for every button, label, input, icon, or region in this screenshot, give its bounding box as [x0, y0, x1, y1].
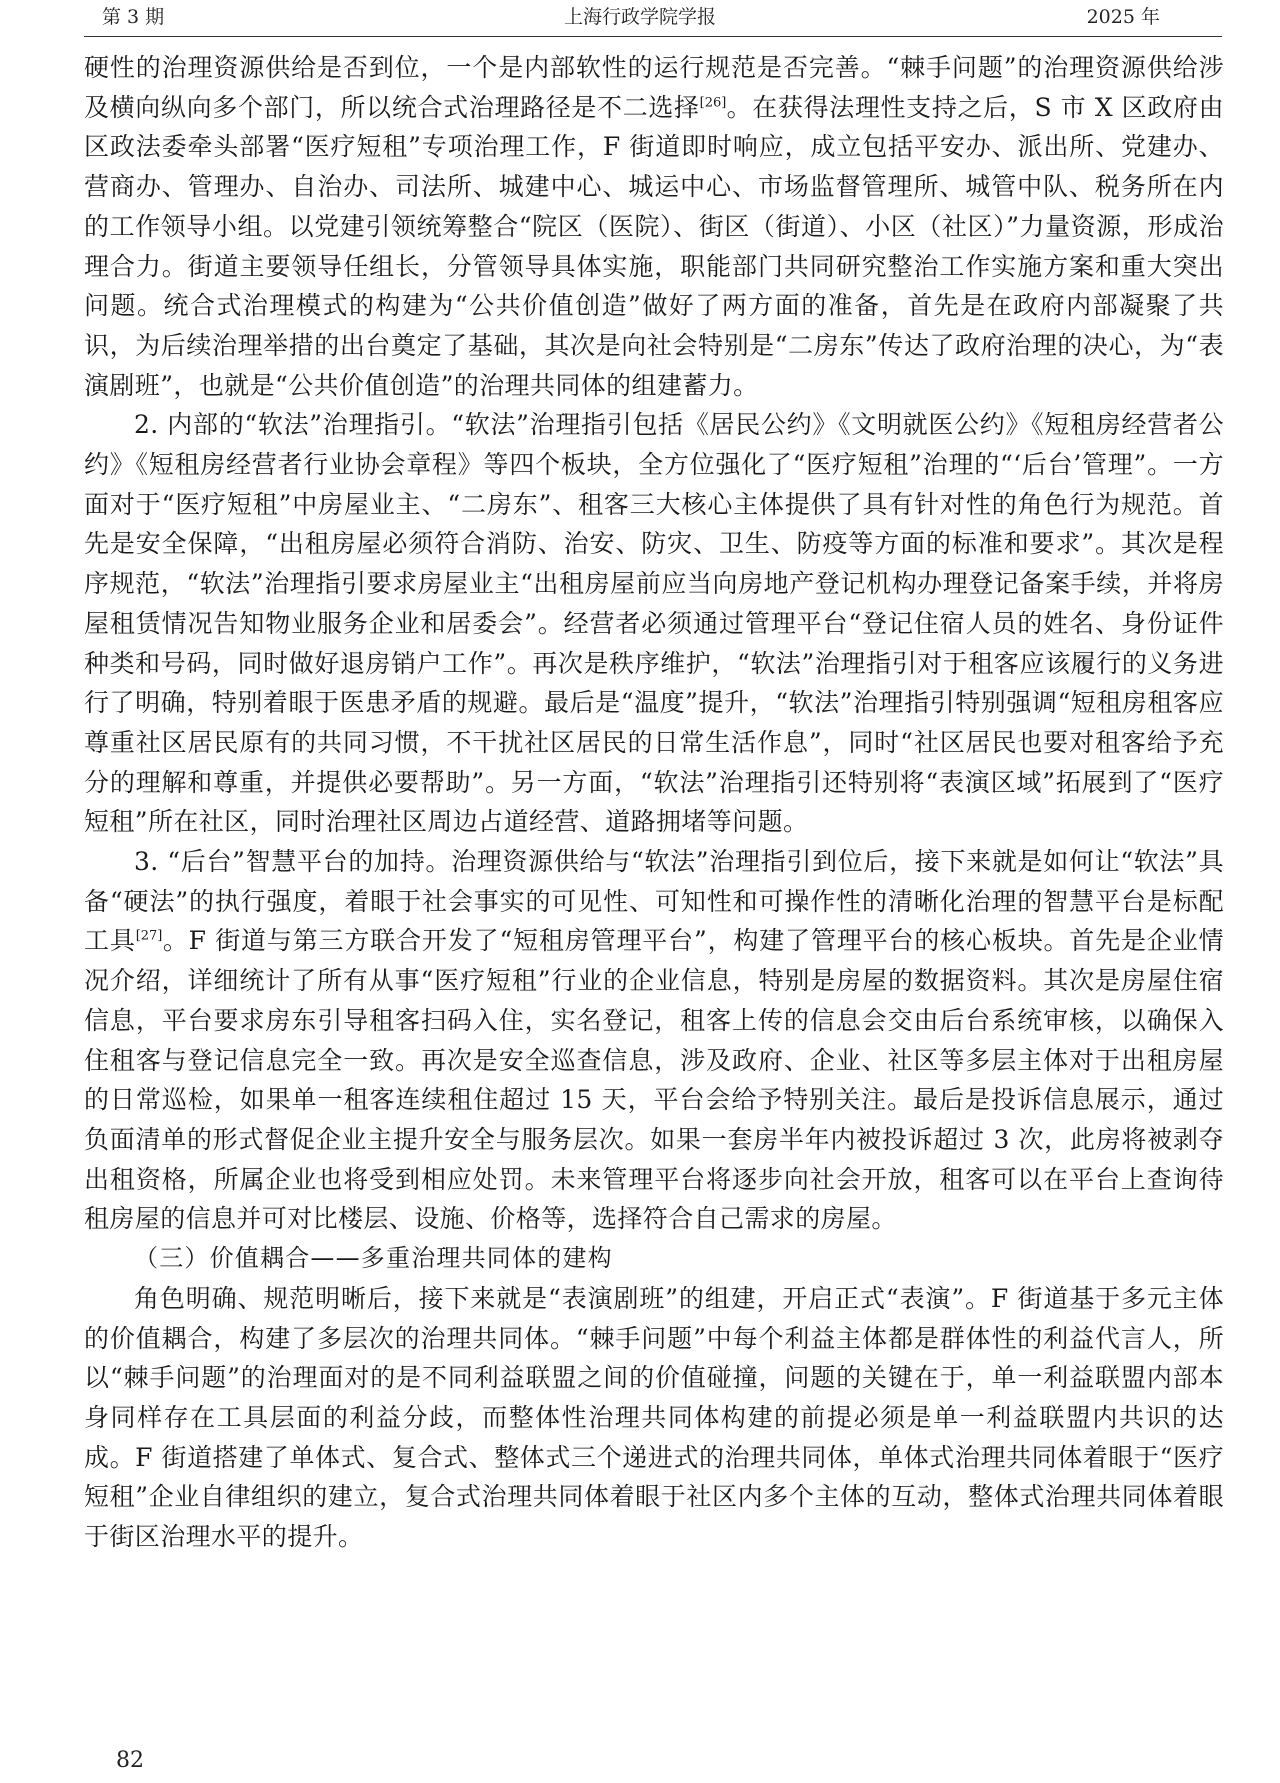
paragraph-value-coupling [84, 1279, 1224, 1557]
page-number: 82 [116, 1748, 144, 1773]
running-header [84, 2, 1196, 32]
paragraph-text: 3. “后台”智慧平台的加持。治理资源供给与“软法”治理指引到位后，接下来就是如何让“软法”具备“硬法”的执行强度，着眼于社会事实的可见性、可知性和可操作性的清晰化治理的智慧平台是标配工具 [84, 847, 1224, 956]
issue-number: 第 3 期 [102, 6, 165, 28]
paragraph-smart-platform [84, 842, 1224, 1239]
header-divider [84, 36, 1222, 37]
citation-26: [26] [699, 95, 727, 111]
paragraph-text: 角色明确、规范明晰后，接下来就是“表演剧班”的组建，开启正式“表演”。F 街道基于多元主体的价值耦合，构建了多层次的治理共同体。“棘手问题”中每个利益主体都是群体性的利益代言人，所以“棘手问题”的治理面对的是不同利益联盟之间的价值碰撞，问题的关键在于，单一利益联盟内部本身同样存在工具层面的利益分歧，而整体性治理共同体构建的前提必须是单一利益联盟内共识的达成。F 街道搭建了单体式、复合式、整体式三个递进式的治理共同体，单体式治理共同体着眼于“医疗短租”企业自律组织的建立，复合式治理共同体着眼于社区内多个主体的互动，整体式治理共同体着眼于街区治理水平的提升。 [84, 1283, 1224, 1552]
article-body [84, 48, 1224, 1557]
paragraph-text: 2. 内部的“软法”治理指引。“软法”治理指引包括《居民公约》《文明就医公约》《短租房经营者公约》《短租房经营者行业协会章程》等四个板块，全方位强化了“医疗短租”治理的“‘后台’管理”。一方面对于“医疗短租”中房屋业主、“二房东”、租客三大核心主体提供了具有针对性的角色行为规范。首先是安全保障，“出租房屋必须符合消防、治安、防灾、卫生、防疫等方面的标准和要求”。其次是程序规范，“软法”治理指引要求房屋业主“出租房屋前应当向房地产登记机构办理登记备案手续，并将房屋租赁情况告知物业服务企业和居委会”。经营者必须通过管理平台“登记住宿人员的姓名、身份证件种类和号码，同时做好退房销户工作”。再次是秩序维护，“软法”治理指引对于租客应该履行的义务进行了明确，特别着眼于医患矛盾的规避。最后是“温度”提升，“软法”治理指引特别强调“短租房租客应尊重社区居民原有的共同习惯，不干扰社区居民的日常生活作息”，同时“社区居民也要对租客给予充分的理解和尊重，并提供必要帮助”。另一方面，“软法”治理指引还特别将“表演区域”拓展到了“医疗短租”所在社区，同时治理社区周边占道经营、道路拥堵等问题。 [84, 410, 1224, 837]
paragraph-soft-law [84, 405, 1224, 842]
paragraph-continuation [84, 48, 1224, 405]
section-heading: （三）价值耦合——多重治理共同体的建构 [134, 1244, 613, 1273]
journal-title: 上海行政学院学报 [563, 6, 716, 28]
paragraph-text: 。F 街道与第三方联合开发了“短租房管理平台”，构建了管理平台的核心板块。首先是企业情况介绍，详细统计了所有从事“医疗短租”行业的企业信息，特别是房屋的数据资料。其次是房屋住宿信息，平台要求房东引导租客扫码入住，实名登记，租客上传的信息会交由后台系统审核，以确保入住租客与登记信息完全一致。再次是安全巡查信息，涉及政府、企业、社区等多层主体对于出租房屋的日常巡检，如果单一租客连续租住超过 15 天，平台会给予特别关注。最后是投诉信息展示，通过负面清单的形式督促企业主提升安全与服务层次。如果一套房半年内被投诉超过 3 次，此房将被剥夺出租资格，所属企业也将受到相应处罚。未来管理平台将逐步向社会开放，租客可以在平台上查询待租房屋的信息并可对比楼层、设施、价格等，选择符合自己需求的房屋。 [84, 926, 1224, 1234]
paragraph-text: 硬性的治理资源供给是否到位，一个是内部软性的运行规范是否完善。“棘手问题”的治理资源供给涉及横向纵向多个部门，所以统合式治理路径是不二选择 [84, 53, 1224, 122]
paragraph-text: 。在获得法理性支持之后，S 市 X 区政府由区政法委牵头部署“医疗短租”专项治理工作，F 街道即时响应，成立包括平安办、派出所、党建办、营商办、管理办、自治办、司法所、城建中心、城运中心、市场监督管理所、城管中队、税务所在内的工作领导小组。以党建引领统筹整合“院区（医院）、街区（街道）、小区（社区）”力量资源，形成治理合力。街道主要领导任组长，分管领导具体实施，职能部门共同研究整治工作实施方案和重大突出问题。统合式治理模式的构建为“公共价值创造”做好了两方面的准备，首先是在政府内部凝聚了共识，为后续治理举措的出台奠定了基础，其次是向社会特别是“二房东”传达了政府治理的决心，为“表演剧班”，也就是“公共价值创造”的治理共同体的组建蓄力。 [84, 92, 1224, 400]
citation-27: [27] [135, 929, 163, 945]
publication-year: 2025 年 [1086, 6, 1160, 28]
